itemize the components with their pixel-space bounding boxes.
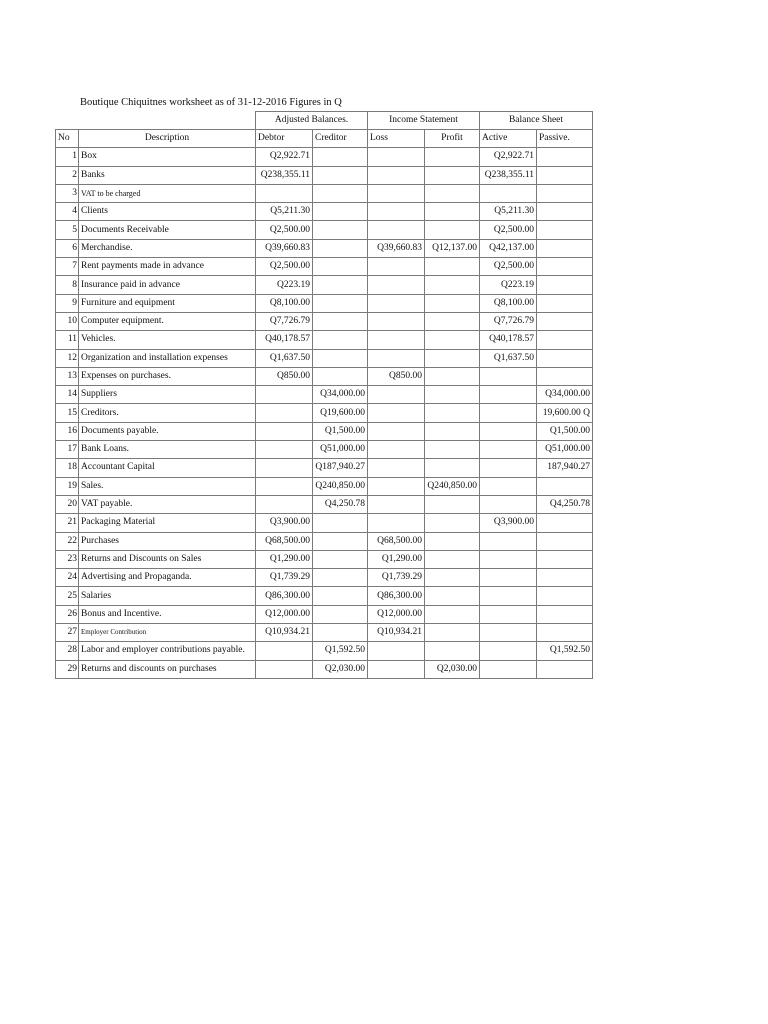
cell-description: Banks	[79, 166, 256, 184]
cell-loss: Q10,934.21	[368, 624, 425, 642]
table-row	[56, 459, 593, 477]
cell-loss: Q1,739.29	[368, 569, 425, 587]
cell-active	[480, 532, 537, 550]
cell-description: Advertising and Propaganda.	[79, 569, 256, 587]
cell-profit	[425, 642, 480, 660]
cell-active: Q1,637.50	[480, 349, 537, 367]
cell-description: Organization and installation expenses	[79, 349, 256, 367]
cell-active	[480, 569, 537, 587]
cell-no: 23	[56, 550, 79, 568]
header-passive: Passive.	[537, 130, 593, 148]
cell-creditor: Q51,000.00	[313, 441, 368, 459]
table-row	[56, 495, 593, 513]
cell-active: Q223.19	[480, 276, 537, 294]
cell-profit	[425, 386, 480, 404]
cell-creditor	[313, 312, 368, 330]
cell-creditor	[313, 184, 368, 202]
cell-no: 20	[56, 495, 79, 513]
cell-profit	[425, 495, 480, 513]
cell-description: Computer equipment.	[79, 312, 256, 330]
cell-no: 21	[56, 514, 79, 532]
table-row	[56, 239, 593, 257]
cell-creditor	[313, 532, 368, 550]
cell-debtor: Q12,000.00	[256, 605, 313, 623]
cell-active: Q7,726.79	[480, 312, 537, 330]
cell-passive	[537, 367, 593, 385]
cell-debtor	[256, 495, 313, 513]
cell-active	[480, 587, 537, 605]
cell-active	[480, 367, 537, 385]
cell-debtor: Q223.19	[256, 276, 313, 294]
cell-no: 28	[56, 642, 79, 660]
cell-creditor	[313, 166, 368, 184]
cell-creditor	[313, 276, 368, 294]
table-row	[56, 550, 593, 568]
cell-creditor: Q240,850.00	[313, 477, 368, 495]
cell-debtor	[256, 660, 313, 678]
cell-debtor	[256, 422, 313, 440]
cell-no: 12	[56, 349, 79, 367]
cell-profit	[425, 258, 480, 276]
cell-passive: Q34,000.00	[537, 386, 593, 404]
cell-no: 19	[56, 477, 79, 495]
cell-debtor: Q10,934.21	[256, 624, 313, 642]
cell-creditor: Q1,500.00	[313, 422, 368, 440]
cell-loss	[368, 477, 425, 495]
cell-creditor	[313, 148, 368, 166]
cell-creditor	[313, 624, 368, 642]
cell-no: 13	[56, 367, 79, 385]
cell-debtor: Q1,739.29	[256, 569, 313, 587]
cell-debtor: Q2,500.00	[256, 258, 313, 276]
cell-passive	[537, 221, 593, 239]
cell-no: 11	[56, 331, 79, 349]
cell-loss	[368, 422, 425, 440]
cell-passive	[537, 166, 593, 184]
cell-active	[480, 386, 537, 404]
cell-creditor: Q34,000.00	[313, 386, 368, 404]
cell-profit: Q2,030.00	[425, 660, 480, 678]
cell-passive: Q51,000.00	[537, 441, 593, 459]
cell-loss: Q39,660.83	[368, 239, 425, 257]
cell-debtor: Q3,900.00	[256, 514, 313, 532]
cell-description: Expenses on purchases.	[79, 367, 256, 385]
cell-profit	[425, 587, 480, 605]
cell-debtor	[256, 404, 313, 422]
cell-passive: Q4,250.78	[537, 495, 593, 513]
cell-passive	[537, 660, 593, 678]
cell-creditor	[313, 367, 368, 385]
cell-creditor: Q2,030.00	[313, 660, 368, 678]
cell-passive	[537, 587, 593, 605]
cell-profit	[425, 148, 480, 166]
cell-passive	[537, 605, 593, 623]
table-row	[56, 441, 593, 459]
cell-loss	[368, 312, 425, 330]
cell-description: Salaries	[79, 587, 256, 605]
cell-loss	[368, 276, 425, 294]
cell-description: Employer Contribution	[79, 624, 256, 642]
cell-profit	[425, 349, 480, 367]
group-balance-sheet: Balance Sheet	[480, 112, 593, 130]
table-row	[56, 294, 593, 312]
cell-passive	[537, 276, 593, 294]
table-row	[56, 166, 593, 184]
table-row	[56, 349, 593, 367]
cell-description: Returns and Discounts on Sales	[79, 550, 256, 568]
cell-no: 25	[56, 587, 79, 605]
cell-description: Clients	[79, 203, 256, 221]
cell-creditor: Q1,592.50	[313, 642, 368, 660]
cell-active	[480, 642, 537, 660]
cell-debtor: Q68,500.00	[256, 532, 313, 550]
cell-creditor	[313, 605, 368, 623]
cell-passive	[537, 184, 593, 202]
cell-loss	[368, 221, 425, 239]
cell-profit	[425, 203, 480, 221]
cell-loss	[368, 184, 425, 202]
cell-passive	[537, 550, 593, 568]
cell-passive	[537, 148, 593, 166]
cell-profit	[425, 367, 480, 385]
cell-passive	[537, 294, 593, 312]
table-row	[56, 404, 593, 422]
cell-passive	[537, 349, 593, 367]
table-row	[56, 312, 593, 330]
header-creditor: Creditor	[313, 130, 368, 148]
cell-loss	[368, 294, 425, 312]
cell-description: Suppliers	[79, 386, 256, 404]
worksheet-title: Boutique Chiquitnes worksheet as of 31-12-2016 Figures in Q	[80, 97, 342, 108]
cell-no: 16	[56, 422, 79, 440]
cell-debtor: Q40,178.57	[256, 331, 313, 349]
cell-profit	[425, 550, 480, 568]
cell-no: 9	[56, 294, 79, 312]
cell-profit	[425, 532, 480, 550]
cell-profit: Q12,137.00	[425, 239, 480, 257]
cell-description: VAT payable.	[79, 495, 256, 513]
cell-no: 4	[56, 203, 79, 221]
table-row	[56, 587, 593, 605]
cell-creditor	[313, 569, 368, 587]
cell-profit	[425, 166, 480, 184]
cell-no: 18	[56, 459, 79, 477]
header-debtor: Debtor	[256, 130, 313, 148]
cell-debtor	[256, 642, 313, 660]
cell-active: Q2,922.71	[480, 148, 537, 166]
cell-profit	[425, 514, 480, 532]
cell-description: Purchases	[79, 532, 256, 550]
cell-debtor: Q1,637.50	[256, 349, 313, 367]
table-row	[56, 276, 593, 294]
cell-description: Returns and discounts on purchases	[79, 660, 256, 678]
cell-debtor: Q850.00	[256, 367, 313, 385]
cell-passive: 187,940.27	[537, 459, 593, 477]
cell-active	[480, 441, 537, 459]
cell-description: Rent payments made in advance	[79, 258, 256, 276]
cell-description: Bonus and Incentive.	[79, 605, 256, 623]
header-active: Active	[480, 130, 537, 148]
cell-no: 6	[56, 239, 79, 257]
cell-debtor: Q7,726.79	[256, 312, 313, 330]
cell-passive	[537, 477, 593, 495]
cell-creditor	[313, 587, 368, 605]
cell-profit	[425, 605, 480, 623]
cell-active	[480, 404, 537, 422]
group-header-row	[56, 112, 593, 130]
cell-profit	[425, 184, 480, 202]
table-row	[56, 605, 593, 623]
cell-loss	[368, 166, 425, 184]
table-row	[56, 422, 593, 440]
cell-creditor	[313, 239, 368, 257]
cell-active	[480, 184, 537, 202]
cell-profit	[425, 459, 480, 477]
cell-active: Q5,211.30	[480, 203, 537, 221]
cell-active	[480, 660, 537, 678]
cell-no: 5	[56, 221, 79, 239]
cell-loss: Q850.00	[368, 367, 425, 385]
cell-active	[480, 459, 537, 477]
cell-debtor: Q1,290.00	[256, 550, 313, 568]
cell-passive	[537, 532, 593, 550]
cell-description: Vehicles.	[79, 331, 256, 349]
cell-debtor: Q86,300.00	[256, 587, 313, 605]
cell-profit	[425, 569, 480, 587]
cell-debtor	[256, 386, 313, 404]
cell-debtor: Q8,100.00	[256, 294, 313, 312]
cell-description: Packaging Material	[79, 514, 256, 532]
cell-loss	[368, 514, 425, 532]
cell-passive	[537, 312, 593, 330]
cell-debtor: Q2,500.00	[256, 221, 313, 239]
worksheet-body	[56, 148, 593, 679]
cell-debtor	[256, 441, 313, 459]
header-loss: Loss	[368, 130, 425, 148]
cell-no: 27	[56, 624, 79, 642]
cell-profit	[425, 221, 480, 239]
cell-active	[480, 477, 537, 495]
cell-profit	[425, 624, 480, 642]
cell-no: 8	[56, 276, 79, 294]
cell-description: Bank Loans.	[79, 441, 256, 459]
table-row	[56, 624, 593, 642]
group-income-statement: Income Statement	[368, 112, 480, 130]
cell-creditor: Q4,250.78	[313, 495, 368, 513]
table-row	[56, 386, 593, 404]
cell-active: Q42,137.00	[480, 239, 537, 257]
cell-no: 2	[56, 166, 79, 184]
cell-description: Accountant Capital	[79, 459, 256, 477]
cell-profit	[425, 276, 480, 294]
cell-loss: Q68,500.00	[368, 532, 425, 550]
cell-active: Q40,178.57	[480, 331, 537, 349]
cell-description: Sales.	[79, 477, 256, 495]
cell-loss	[368, 203, 425, 221]
cell-passive	[537, 514, 593, 532]
cell-active: Q2,500.00	[480, 258, 537, 276]
table-row	[56, 514, 593, 532]
cell-passive: Q1,500.00	[537, 422, 593, 440]
table-row	[56, 569, 593, 587]
table-row	[56, 367, 593, 385]
cell-no: 1	[56, 148, 79, 166]
table-row	[56, 148, 593, 166]
cell-active: Q238,355.11	[480, 166, 537, 184]
table-row	[56, 660, 593, 678]
cell-debtor: Q2,922.71	[256, 148, 313, 166]
cell-creditor	[313, 349, 368, 367]
cell-passive: Q1,592.50	[537, 642, 593, 660]
cell-passive	[537, 203, 593, 221]
worksheet-table	[55, 111, 593, 679]
cell-profit	[425, 294, 480, 312]
cell-active: Q8,100.00	[480, 294, 537, 312]
cell-no: 14	[56, 386, 79, 404]
cell-profit	[425, 331, 480, 349]
cell-profit	[425, 422, 480, 440]
table-row	[56, 258, 593, 276]
cell-loss	[368, 331, 425, 349]
cell-description: Furniture and equipment	[79, 294, 256, 312]
cell-creditor	[313, 221, 368, 239]
cell-debtor	[256, 477, 313, 495]
cell-debtor	[256, 459, 313, 477]
table-row	[56, 642, 593, 660]
cell-creditor: Q187,940.27	[313, 459, 368, 477]
cell-passive	[537, 569, 593, 587]
cell-loss	[368, 386, 425, 404]
cell-creditor	[313, 514, 368, 532]
table-row	[56, 477, 593, 495]
cell-active	[480, 550, 537, 568]
table-row	[56, 184, 593, 202]
cell-loss	[368, 258, 425, 276]
cell-profit: Q240,850.00	[425, 477, 480, 495]
cell-description: Documents payable.	[79, 422, 256, 440]
table-row	[56, 203, 593, 221]
cell-active: Q2,500.00	[480, 221, 537, 239]
cell-no: 22	[56, 532, 79, 550]
cell-passive	[537, 239, 593, 257]
cell-creditor	[313, 258, 368, 276]
cell-description: Merchandise.	[79, 239, 256, 257]
table-row	[56, 532, 593, 550]
cell-loss	[368, 660, 425, 678]
cell-passive	[537, 331, 593, 349]
column-header-row	[56, 130, 593, 148]
cell-profit	[425, 441, 480, 459]
cell-debtor: Q39,660.83	[256, 239, 313, 257]
cell-creditor	[313, 331, 368, 349]
cell-no: 17	[56, 441, 79, 459]
cell-description: Insurance paid in advance	[79, 276, 256, 294]
cell-description: Labor and employer contributions payable.	[79, 642, 256, 660]
cell-no: 26	[56, 605, 79, 623]
cell-passive	[537, 258, 593, 276]
cell-loss: Q1,290.00	[368, 550, 425, 568]
cell-loss: Q86,300.00	[368, 587, 425, 605]
cell-profit	[425, 404, 480, 422]
table-row	[56, 331, 593, 349]
cell-no: 10	[56, 312, 79, 330]
cell-creditor: Q19,600.00	[313, 404, 368, 422]
cell-active	[480, 495, 537, 513]
cell-no: 29	[56, 660, 79, 678]
cell-loss	[368, 459, 425, 477]
cell-no: 3	[56, 184, 79, 202]
group-adjusted-balances: Adjusted Balances.	[256, 112, 368, 130]
cell-active	[480, 605, 537, 623]
cell-loss	[368, 349, 425, 367]
cell-loss	[368, 404, 425, 422]
header-no: No	[56, 130, 79, 148]
cell-no: 15	[56, 404, 79, 422]
cell-debtor	[256, 184, 313, 202]
cell-active	[480, 624, 537, 642]
table-row	[56, 221, 593, 239]
cell-active: Q3,900.00	[480, 514, 537, 532]
cell-loss	[368, 148, 425, 166]
cell-loss	[368, 642, 425, 660]
cell-description: VAT to be charged	[79, 184, 256, 202]
cell-no: 24	[56, 569, 79, 587]
cell-description: Box	[79, 148, 256, 166]
cell-loss	[368, 495, 425, 513]
cell-debtor: Q238,355.11	[256, 166, 313, 184]
cell-active	[480, 422, 537, 440]
header-profit: Profit	[425, 130, 480, 148]
cell-loss: Q12,000.00	[368, 605, 425, 623]
cell-no: 7	[56, 258, 79, 276]
cell-creditor	[313, 203, 368, 221]
cell-debtor: Q5,211.30	[256, 203, 313, 221]
cell-passive	[537, 624, 593, 642]
cell-loss	[368, 441, 425, 459]
cell-profit	[425, 312, 480, 330]
cell-creditor	[313, 294, 368, 312]
header-description: Description	[79, 130, 256, 148]
cell-passive: 19,600.00 Q	[537, 404, 593, 422]
cell-creditor	[313, 550, 368, 568]
cell-description: Documents Receivable	[79, 221, 256, 239]
cell-description: Creditors.	[79, 404, 256, 422]
